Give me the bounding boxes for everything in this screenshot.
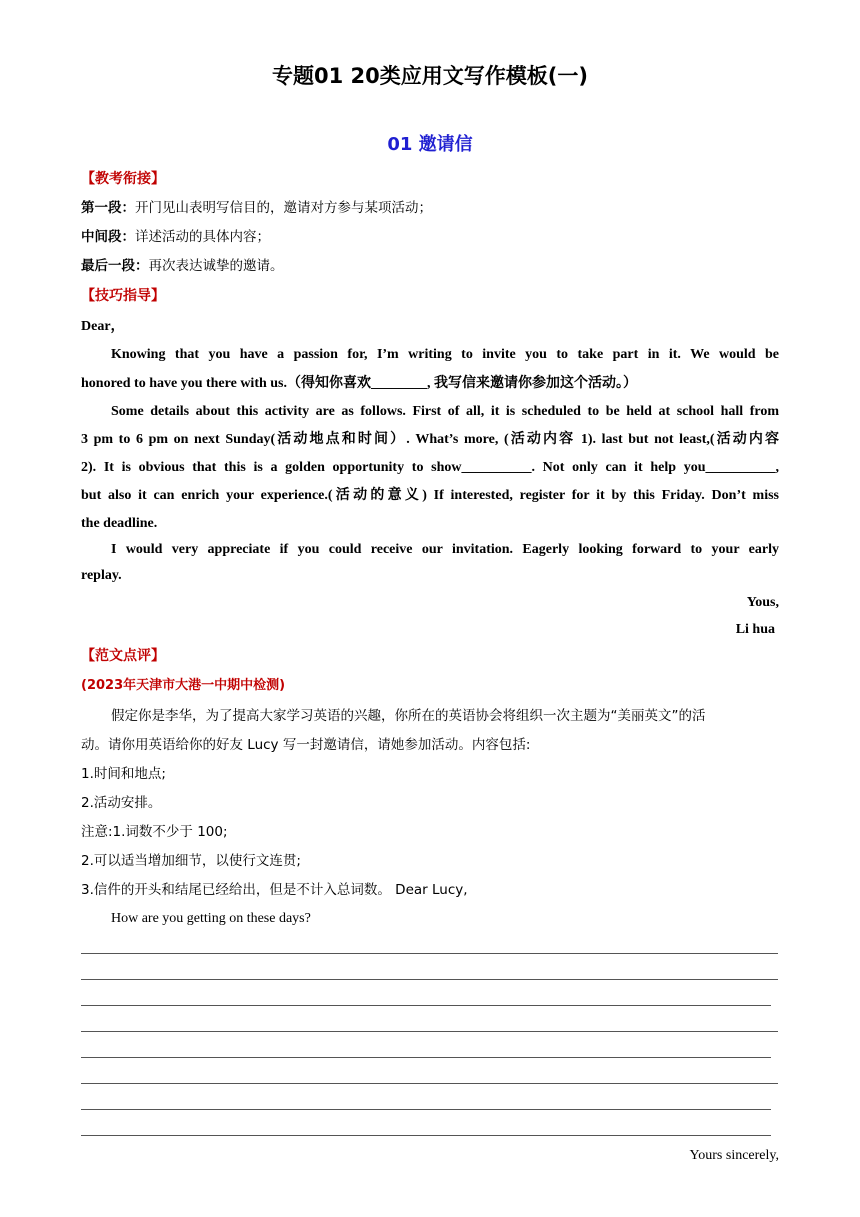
outline-text: 再次表达诚挚的邀请。 — [148, 258, 284, 274]
task-note: 2.可以适当增加细节，以使行文连贯; — [81, 853, 301, 869]
writing-line[interactable] — [81, 1031, 778, 1032]
task-note: 注意:1.词数不少于 100; — [81, 824, 228, 840]
template-para3-line: I would very appreciate if you could receive our invitation. Eagerly looking forward to your early — [111, 542, 779, 557]
writing-line[interactable] — [81, 1005, 771, 1006]
template-para3-line: replay. — [81, 568, 122, 583]
outline-first-paragraph — [81, 199, 779, 217]
template-para1-line: honored to have you there with us.（得知你喜欢________, 我写信来邀请你参加这个活动。） — [81, 376, 637, 391]
template-para1-line: Knowing that you have a passion for, I’m writing to invite you to take part in it. We would be — [111, 347, 779, 362]
heading-skill-guide: 【技巧指导】 — [81, 288, 165, 304]
writing-line[interactable] — [81, 1057, 771, 1058]
outline-middle-paragraph — [81, 228, 779, 246]
outline-last-paragraph — [81, 257, 779, 275]
task-requirement: 2.活动安排。 — [81, 795, 162, 811]
task-prompt-line: 动。请你用英语给你的好友 Lucy 写一封邀请信，请她参加活动。内容包括: — [81, 737, 531, 753]
letter-signature: Li hua — [735, 622, 775, 637]
letter-closing: Yours sincerely, — [689, 1148, 779, 1163]
writing-line[interactable] — [81, 1109, 771, 1110]
template-para2-line: 3 pm to 6 pm on next Sunday(活动地点和时间）. What’s more, (活动内容 1). last but not least,(活动内容 — [81, 432, 779, 447]
writing-line[interactable] — [81, 953, 778, 954]
writing-line[interactable] — [81, 1083, 778, 1084]
task-prompt-line: 假定你是李华，为了提高大家学习英语的兴趣，你所在的英语协会将组织一次主题为“美丽英文”的活 — [111, 708, 706, 724]
template-para2-line: Some details about this activity are as follows. First of all, it is scheduled to be held at school hall from — [111, 404, 779, 419]
letter-greeting: Dear， — [81, 319, 125, 334]
task-requirement: 1.时间和地点; — [81, 766, 166, 782]
heading-teaching-link: 【教考衔接】 — [81, 171, 165, 187]
outline-label: 最后一段： — [81, 258, 149, 274]
template-para2-line: but also it can enrich your experience.(活动的意义) If interested, register for it by this Friday. Don’t miss — [81, 488, 779, 503]
exam-source: (2023年天津市大港一中期中检测) — [81, 678, 286, 693]
outline-text: 开门见山表明写信目的，邀请对方参与某项活动； — [135, 200, 432, 216]
writing-line[interactable] — [81, 979, 778, 980]
writing-line[interactable] — [81, 1135, 771, 1136]
template-para2-line: 2). It is obvious that this is a golden opportunity to show__________. Not only can it help you__________, — [81, 460, 779, 475]
outline-label: 中间段： — [81, 229, 135, 245]
heading-sample-review: 【范文点评】 — [81, 648, 165, 664]
task-note: 3.信件的开头和结尾已经给出，但是不计入总词数。 Dear Lucy, — [81, 882, 468, 898]
letter-opening-line: How are you getting on these days? — [111, 911, 311, 926]
template-para2-line: the deadline. — [81, 516, 158, 531]
letter-closing: Yous, — [746, 595, 779, 610]
outline-text: 详述活动的具体内容； — [135, 229, 270, 245]
section-subtitle: 01 邀请信 — [387, 134, 473, 155]
page-title: 专题01 20类应用文写作模板(一) — [272, 64, 588, 88]
outline-label: 第一段： — [81, 200, 135, 216]
